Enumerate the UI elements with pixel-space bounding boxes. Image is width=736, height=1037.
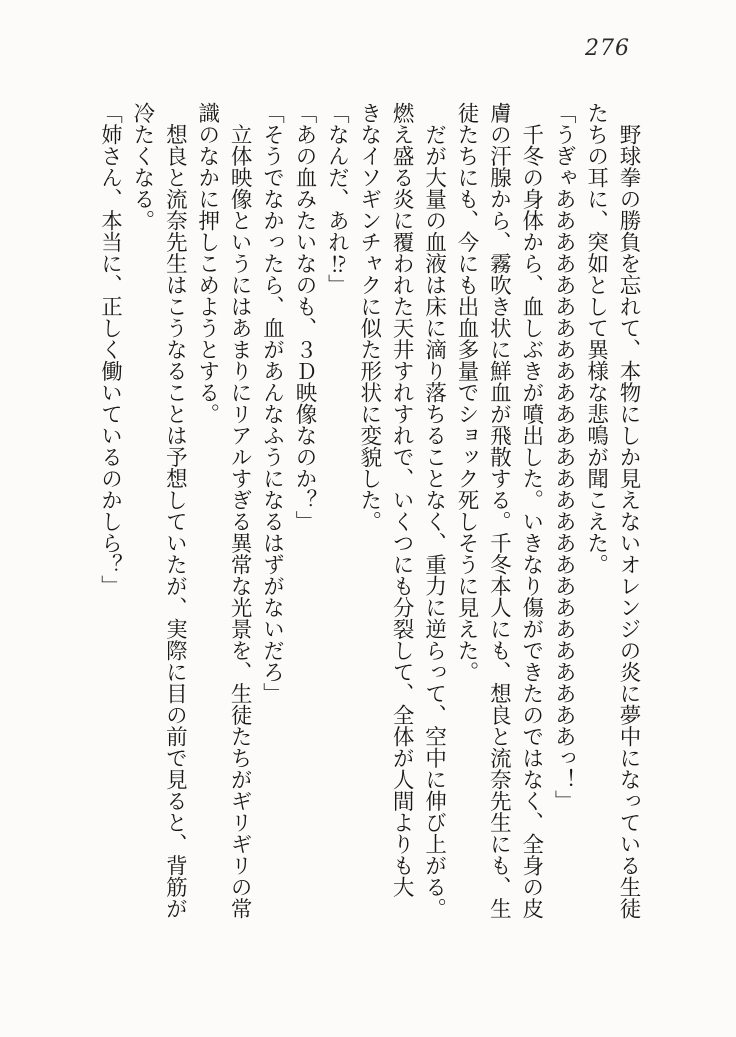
text-line: 千冬の身体から、血しぶきが噴出した。いきなり傷ができたのではなく、全身の皮: [519, 102, 544, 919]
text-line: きなイソギンチャクに似た形状に変貌した。: [357, 102, 382, 532]
text-line: だが大量の血液は床に滴り落ちることなく、重力に逆らって、空中に伸び上がる。: [422, 102, 447, 919]
text-line: 「あの血みたいなのも、３Ｄ映像なのか？」: [292, 102, 317, 532]
text-line: 膚の汗腺から、霧吹き状に鮮血が飛散する。千冬本人にも、想良と流奈先生にも、生: [487, 102, 512, 919]
text-line: 野球拳の勝負を忘れて、本物にしか見えないオレンジの炎に夢中になっている生徒: [617, 102, 641, 919]
text-line: 識のなかに押しこめようとする。: [195, 102, 220, 425]
page-number: 276: [585, 36, 630, 61]
text-line: 「姉さん、本当に、正しく働いているのかしら？」: [98, 102, 123, 597]
text-line: たちの耳に、突如として異様な悲鳴が聞こえた。: [584, 102, 609, 575]
text-line: 想良と流奈先生はこうなることは予想していたが、実際に目の前で見ると、背筋が: [163, 102, 188, 919]
text-line: 立体映像というにはあまりにリアルすぎる異常な光景を、生徒たちがギリギリの常: [228, 102, 253, 919]
text-line: 「うぎゃああああああああああああああああああああああああああっ！」: [552, 102, 577, 812]
text-line: 「なんだ、あれ⁉」: [325, 102, 350, 296]
text-line: 燃え盛る炎に覆われた天井すれすれで、いくつにも分裂して、全体が人間よりも大: [390, 102, 415, 898]
text-line: 徒たちにも、今にも出血多量でショック死しそうに見えた。: [454, 102, 479, 683]
text-line: 「そうでなかったら、血があんなふうになるはずがないだろ」: [260, 102, 285, 704]
text-line: 冷たくなる。: [130, 102, 155, 231]
text-block: [94, 102, 645, 924]
